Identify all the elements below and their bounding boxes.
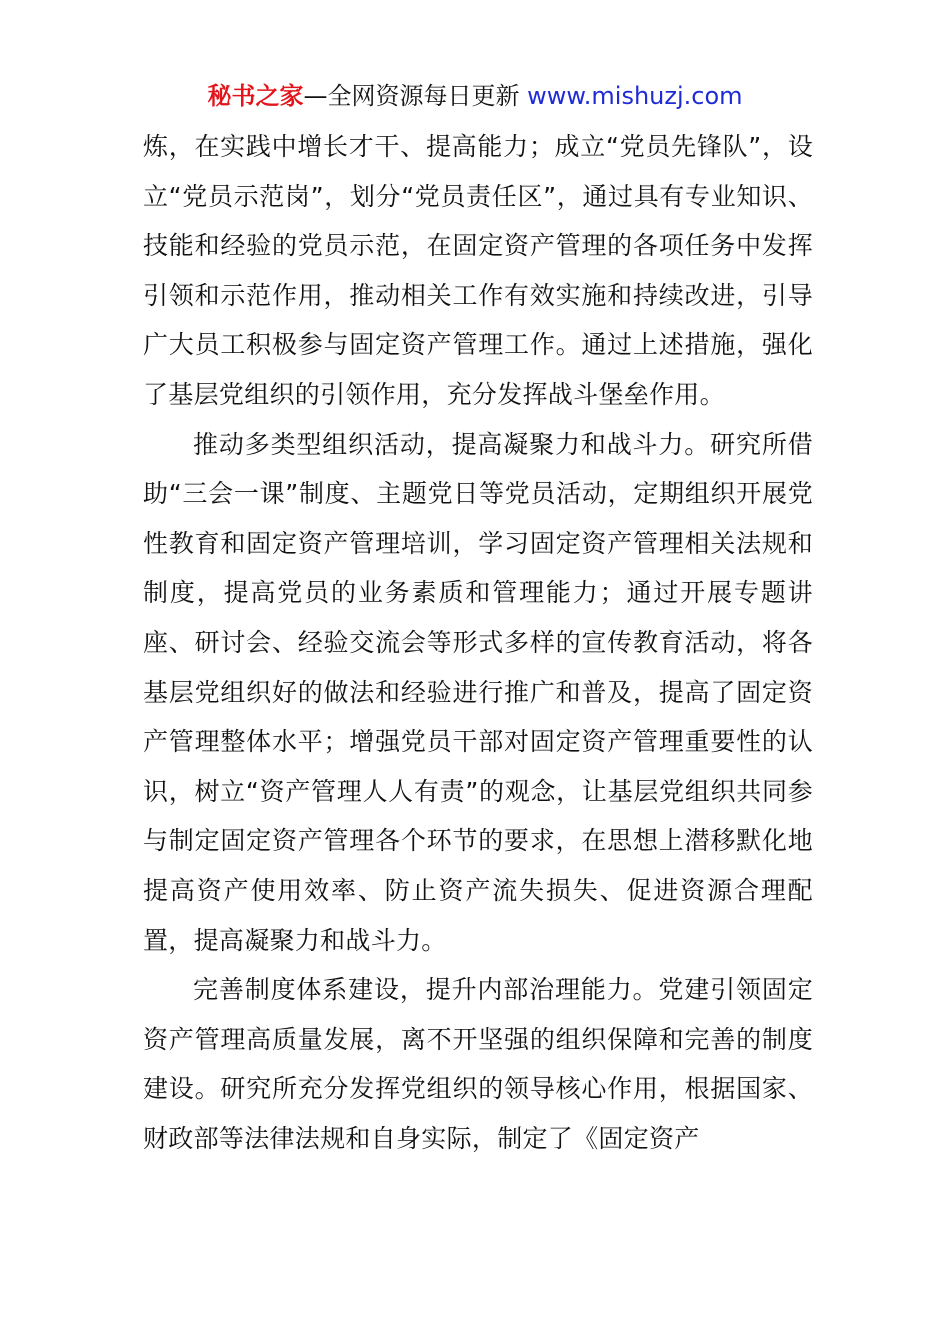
page-header bbox=[0, 80, 950, 112]
body-paragraph-2: 推动多类型组织活动，提高凝聚力和战斗力。研究所借助“三会一课”制度、主题党日等党员活动，定期组织开展党性教育和固定资产管理培训，学习固定资产管理相关法规和制度，提高党员的业务素质和管理能力；通过开展专题讲座、研讨会、经验交流会等形式多样的宣传教育活动，将各基层党组织好的做法和经验进行推广和普及，提高了固定资产管理整体水平；增强党员干部对固定资产管理重要性的认识，树立“资产管理人人有责”的观念，让基层党组织共同参与制定固定资产管理各个环节的要求，在思想上潜移默化地提高资产使用效率、防止资产流失损失、促进资源合理配置，提高凝聚力和战斗力。 bbox=[143, 429, 813, 955]
body-paragraph-3: 完善制度体系建设，提升内部治理能力。党建引领固定资产管理高质量发展，离不开坚强的组织保障和完善的制度建设。研究所充分发挥党组织的领导核心作用，根据国家、财政部等法律法规和自身实际，制定了《固定资产 bbox=[143, 975, 813, 1153]
body-paragraph-1: 炼，在实践中增长才干、提高能力；成立“党员先锋队”，设立“党员示范岗”，划分“党员责任区”，通过具有专业知识、技能和经验的党员示范，在固定资产管理的各项任务中发挥引领和示范作用，推动相关工作有效实施和持续改进，引导广大员工积极参与固定资产管理工作。通过上述措施，强化了基层党组织的引领作用，充分发挥战斗堡垒作用。 bbox=[143, 132, 813, 409]
site-url-link[interactable]: www.mishuzj.com bbox=[527, 82, 743, 110]
header-tagline: —全网资源每日更新 bbox=[303, 82, 528, 110]
brand-name: 秘书之家 bbox=[207, 82, 304, 110]
document-body bbox=[143, 122, 813, 1163]
